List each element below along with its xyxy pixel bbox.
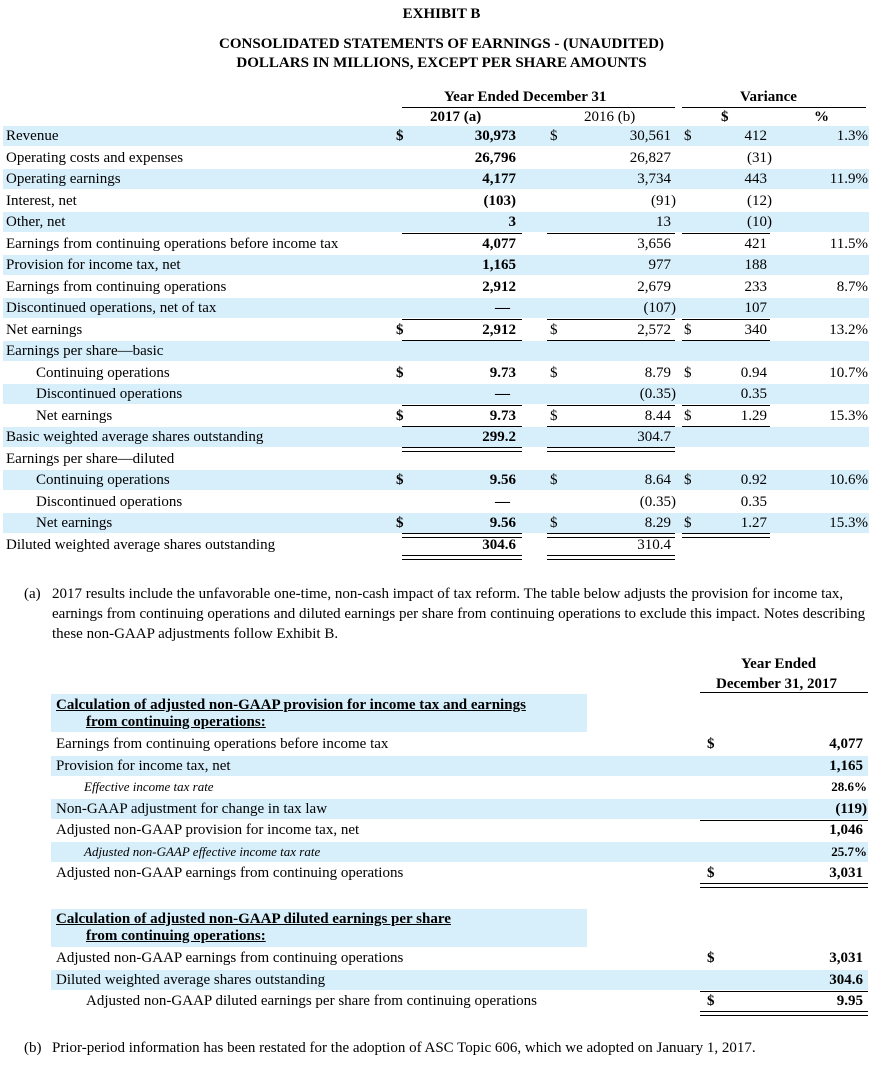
value-2017: 3 [508,214,516,230]
value-2017: 304.6 [482,537,516,553]
footnote-a [24,584,869,644]
value-2016: (0.35) [639,494,676,510]
value-2017: 9.73 [489,365,516,381]
row-label: Continuing operations [36,365,170,381]
currency-symbol: $ [707,993,715,1009]
value-2016: (0.35) [639,386,676,402]
calc-col-header-line2: December 31, 2017 [716,676,837,692]
currency-symbol: $ [684,128,692,144]
row-label: Discontinued operations [36,494,183,510]
statement-row [3,234,869,254]
currency-symbol: $ [550,128,558,144]
value-2016: 26,827 [629,150,671,166]
total-double-rule [402,555,522,560]
currency-symbol: $ [396,365,404,381]
calc-row [51,948,868,968]
calc-row-value: 3,031 [829,865,863,881]
currency-symbol: $ [396,472,404,488]
variance-pct: 10.7% [829,365,868,381]
value-2017: 30,973 [474,128,516,144]
currency-symbol: $ [707,736,715,752]
value-2017: — [495,386,510,402]
statement-row [3,212,869,232]
variance-dollar: 233 [744,279,767,295]
value-2016: 977 [648,257,671,273]
footnote-b-text: Prior-period information has been restated for the adoption of ASC Topic 606, which we adopted on January 1, 2017. [52,1040,756,1056]
row-label: Interest, net [6,193,77,209]
calc2-heading-line2: from continuing operations: [86,928,266,944]
calc-row-label: Adjusted non-GAAP provision for income tax, net [56,822,360,838]
calc-row [51,777,868,797]
calc1-heading-line1: Calculation of adjusted non-GAAP provision for income tax and earnings [56,697,526,713]
value-2017: 26,796 [474,150,516,166]
row-label: Earnings from continuing operations before income tax [6,236,339,252]
calc-row-value: 9.95 [836,993,863,1009]
calc-row [51,991,868,1011]
calc-row-value: 1,165 [829,758,863,774]
calc-row-value: 4,077 [829,736,863,752]
col-2017-header: 2017 (a) [430,109,482,125]
row-label: Discontinued operations, net of tax [6,300,217,316]
value-2016: (91) [651,193,676,209]
currency-symbol: $ [550,322,558,338]
currency-symbol: $ [707,950,715,966]
value-2017: (103) [483,193,516,209]
statement-row [3,363,869,383]
variance-dollar: 412 [744,128,767,144]
value-2016: 2,572 [637,322,671,338]
calc-row-label: Effective income tax rate [84,779,214,794]
currency-symbol: $ [707,865,715,881]
statement-row [3,298,869,318]
variance-pct: 15.3% [829,408,868,424]
statement-row [3,406,869,426]
row-label: Diluted weighted average shares outstanding [6,537,276,553]
calc-row [51,842,868,862]
value-2017: — [495,494,510,510]
variance-header: Variance [740,89,797,105]
variance-dollar: 1.29 [740,408,767,424]
currency-symbol: $ [684,515,692,531]
row-label: Operating earnings [6,171,121,187]
calc-row-label: Non-GAAP adjustment for change in tax law [56,801,328,817]
footnote-a-tag: (a) [24,586,41,602]
value-2016: 3,656 [637,236,671,252]
calc-row-value: 28.6% [831,779,867,794]
col-2016-header: 2016 (b) [584,109,636,125]
total-double-rule [547,555,675,560]
variance-dollar: 0.94 [740,365,767,381]
statement-row [3,277,869,297]
row-label: Net earnings [36,515,113,531]
row-label: Discontinued operations [36,386,183,402]
footnote-b [24,1038,869,1058]
value-2016: 310.4 [637,537,671,553]
currency-symbol: $ [550,515,558,531]
statement-row [3,255,869,275]
col-var-dollar-header: $ [721,109,729,125]
currency-symbol: $ [684,472,692,488]
currency-symbol: $ [550,365,558,381]
calc-row [51,756,868,776]
statement-row [3,384,869,404]
row-label: Basic weighted average shares outstanding [6,429,264,445]
variance-dollar: (10) [747,214,772,230]
statement-row [3,513,869,533]
value-2016: (107) [643,300,676,316]
row-label: Continuing operations [36,472,170,488]
variance-dollar: (12) [747,193,772,209]
statement-row [3,191,869,211]
statement-row [3,427,869,447]
row-label: Revenue [6,128,59,144]
variance-dollar: 0.92 [740,472,767,488]
calc1-heading-line2: from continuing operations: [86,714,266,730]
currency-symbol: $ [396,322,404,338]
variance-header-rule [682,107,866,108]
variance-pct: 13.2% [829,322,868,338]
value-2016: 3,734 [637,171,671,187]
variance-pct: 1.3% [836,128,868,144]
calc-row-label: Diluted weighted average shares outstanding [56,972,326,988]
calc-col-header-rule [700,692,868,693]
value-2017: 9.56 [489,472,516,488]
row-label: Earnings from continuing operations [6,279,227,295]
footnote-b-tag: (b) [24,1040,42,1056]
statement-row [3,148,869,168]
statement-row [3,320,869,340]
variance-dollar: 188 [744,257,767,273]
statement-row [3,126,869,146]
variance-dollar: (31) [747,150,772,166]
currency-symbol: $ [550,472,558,488]
value-2017: 9.56 [489,515,516,531]
value-2017: 4,077 [482,236,516,252]
calc-row [51,734,868,754]
statement-row [3,341,869,361]
row-label: Other, net [6,214,66,230]
calc-row-label: Earnings from continuing operations before income tax [56,736,389,752]
calc2-heading-line1: Calculation of adjusted non-GAAP diluted earnings per share [56,911,451,927]
value-2017: 2,912 [482,322,516,338]
calc-row-value: (119) [835,801,867,817]
currency-symbol: $ [684,408,692,424]
variance-pct: 8.7% [836,279,868,295]
statement-row [3,492,869,512]
value-2016: 8.44 [644,408,671,424]
calc-row-label: Provision for income tax, net [56,758,231,774]
value-2017: 2,912 [482,279,516,295]
value-2016: 2,679 [637,279,671,295]
variance-pct: 11.5% [829,236,868,252]
row-label: Earnings per share—basic [6,343,164,359]
currency-symbol: $ [684,365,692,381]
variance-dollar: 421 [744,236,767,252]
calc-row-value: 1,046 [829,822,863,838]
value-2016: 8.79 [644,365,671,381]
currency-symbol: $ [396,408,404,424]
value-2017: 1,165 [482,257,516,273]
currency-symbol: $ [396,515,404,531]
variance-dollar: 107 [744,300,767,316]
statement-subtitle: DOLLARS IN MILLIONS, EXCEPT PER SHARE AMOUNTS [236,55,647,71]
value-2016: 30,561 [629,128,671,144]
statement-row [3,449,869,469]
row-label: Net earnings [6,322,83,338]
calc-row-label: Adjusted non-GAAP diluted earnings per share from continuing operations [86,993,538,1009]
calc-row [51,863,868,883]
variance-pct: 11.9% [829,171,868,187]
variance-dollar: 1.27 [740,515,767,531]
period-header: Year Ended December 31 [444,89,607,105]
row-label: Net earnings [36,408,113,424]
calc-row [51,970,868,990]
statement-row [3,169,869,189]
variance-dollar: 443 [744,171,767,187]
variance-pct: 15.3% [829,515,868,531]
variance-dollar: 340 [744,322,767,338]
variance-pct: 10.6% [829,472,868,488]
statement-title: CONSOLIDATED STATEMENTS OF EARNINGS - (UNAUDITED) [219,36,664,52]
calc-row-value: 304.6 [829,972,863,988]
value-2016: 13 [656,214,671,230]
value-2017: — [495,300,510,316]
statement-row [3,535,869,555]
calc-row-label: Adjusted non-GAAP earnings from continuing operations [56,865,404,881]
variance-dollar: 0.35 [740,386,767,402]
calc-row-label: Adjusted non-GAAP earnings from continuing operations [56,950,404,966]
statement-row [3,470,869,490]
variance-dollar: 0.35 [740,494,767,510]
calc-row-value: 3,031 [829,950,863,966]
calc-row [51,799,868,819]
row-label: Operating costs and expenses [6,150,184,166]
calc-col-header-line1: Year Ended [741,656,817,672]
currency-symbol: $ [396,128,404,144]
value-2017: 4,177 [482,171,516,187]
value-2016: 8.64 [644,472,671,488]
calc-row-label: Adjusted non-GAAP effective income tax rate [84,844,321,859]
value-2017: 9.73 [489,408,516,424]
row-label: Provision for income tax, net [6,257,181,273]
footnote-a-text: 2017 results include the unfavorable one-time, non-cash impact of tax reform. The table below adjusts the provision for income tax, earnings from continuing operations and diluted earnings per share from continuing operations to exclude this impact. Notes describing these non-GAAP adjustments follow Exhibit B. [52,586,866,642]
exhibit-label: EXHIBIT B [402,6,481,22]
value-2017: 299.2 [482,429,516,445]
value-2016: 304.7 [637,429,671,445]
currency-symbol: $ [684,322,692,338]
row-label: Earnings per share—diluted [6,451,175,467]
value-2016: 8.29 [644,515,671,531]
calc-row [51,820,868,840]
col-var-pct-header: % [814,109,829,125]
calc-row-value: 25.7% [831,844,867,859]
currency-symbol: $ [550,408,558,424]
calc-total-double-rule [700,883,868,888]
calc-total-double-rule [700,1011,868,1016]
